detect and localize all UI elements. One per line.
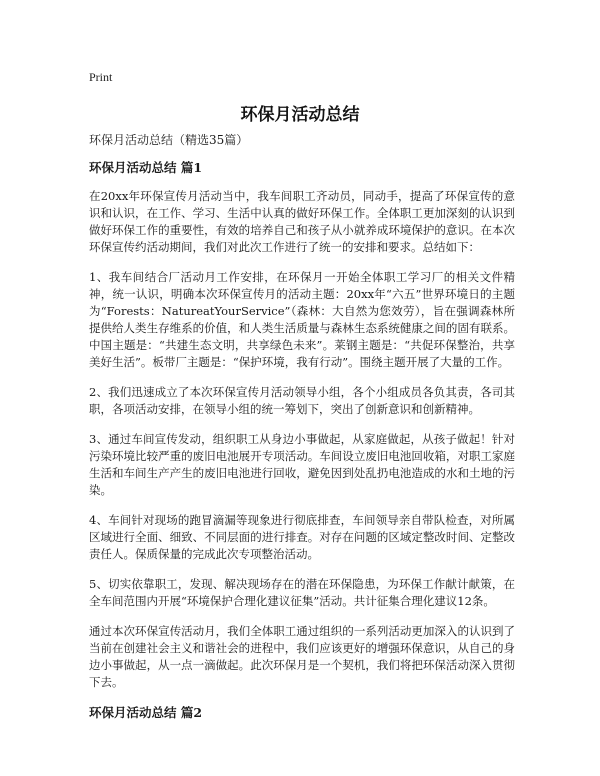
document-body [89,132,515,733]
section-heading: 环保月活动总结 篇1 [89,160,203,175]
paragraph: 3、通过车间宣传发动，组织职工从身边小事做起，从家庭做起，从孩子做起！针对污染环境比较严重的废旧电池展开专项活动。车间设立废旧电池回收箱，对职工家庭生活和车间生产产生的废旧电池进行回收，避免因到处乱扔电池造成的水和土地的污染。 [89,432,515,497]
section-heading: 环保月活动总结 篇2 [89,705,203,720]
paragraph: 1、我车间结合厂活动月工作安排，在环保月一开始全体职工学习厂的相关文件精神，统一认识，明确本次环保宣传月的活动主题：20xx年“六五”世界环境日的主题为“Forests：NatureatYourService”（森林：大自然为您效劳），旨在强调森林所提供给人类生存维系的价值，和人类生活质量与森林生态系统健康之间的固有联系。中国主题是：“共建生态文明，共享绿色未来”。莱钢主题是：“共促环保整治，共享美好生活”。板带厂主题是：“保护环境，我有行动”。围绕主题开展了大量的工作。 [89,270,515,369]
paragraph: 5、切实依靠职工，发现、解决现场存在的潜在环保隐患，为环保工作献计献策，在全车间范围内开展“环境保护合理化建议征集”活动。共计征集合理化建议12条。 [89,577,515,608]
paragraph: 2、我们迅速成立了本次环保宣传月活动领导小组，各个小组成员各负其责，各司其职，各项活动安排，在领导小组的统一筹划下，突出了创新意识和创新精神。 [89,385,515,416]
document-subtitle: 环保月活动总结（精选35篇） [89,133,249,147]
page-title: 环保月活动总结 [240,105,360,125]
paragraph: 通过本次环保宣传活动月，我们全体职工通过组织的一系列活动更加深入的认识到了当前在创建社会主义和谐社会的进程中，我们应该更好的增强环保意识，从自己的身边小事做起，从一点一滴做起。此次环保月是一个契机，我们将把环保活动深入贯彻下去。 [89,624,515,689]
paragraph: 4、车间针对现场的跑冒滴漏等现象进行彻底排查，车间领导亲自带队检查，对所属区域进行全面、细致、不同层面的进行排查。对存在问题的区域定整改时间、定整改责任人。保质保量的完成此次专项整治活动。 [89,513,515,561]
print-link[interactable]: Print [89,70,113,84]
paragraph: 在20xx年环保宣传月活动当中，我车间职工齐动员，同动手，提高了环保宣传的意识和认识，在工作、学习、生活中认真的做好环保工作。全体职工更加深刻的认识到做好环保工作的重要性，有效的培养自己和孩子从小就养成环境保护的意识。在本次环保宣传约活动期间，我们对此次工作进行了统一的安排和要求。总结如下： [89,189,515,254]
